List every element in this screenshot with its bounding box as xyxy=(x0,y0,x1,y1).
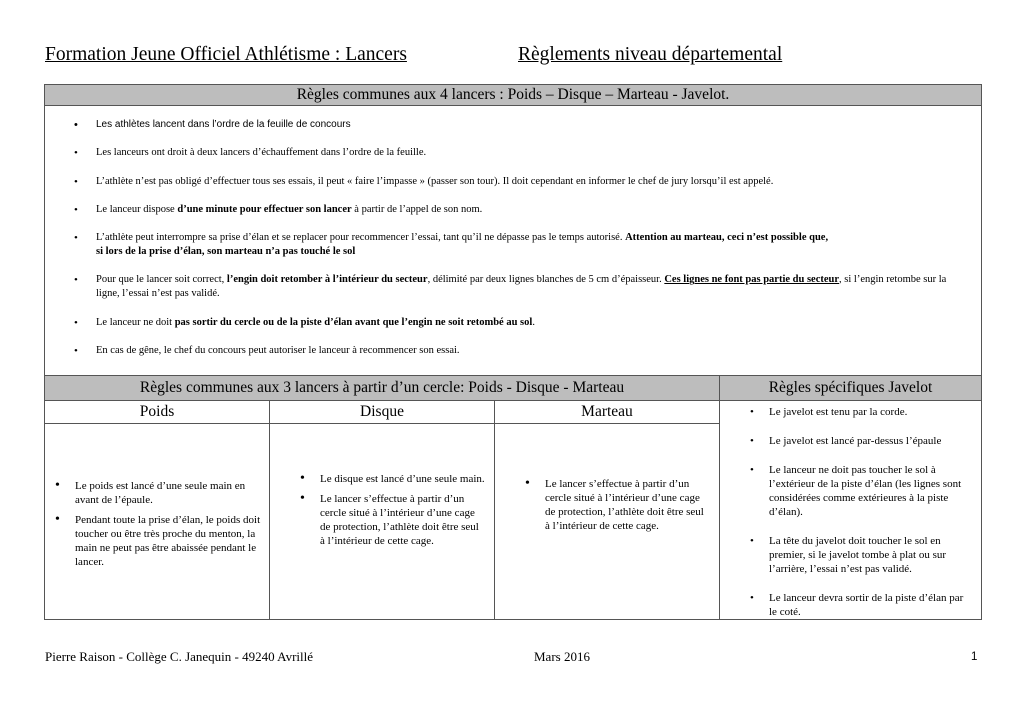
rule-text: Le lanceur dispose xyxy=(96,203,178,215)
list-item: • Pendant toute la prise d’élan, le poids doit toucher ou être très proche du menton, la main ne peut pas être abaissée pendant le lancer. xyxy=(45,513,269,569)
list-item xyxy=(45,344,981,358)
marteau-rules-cell xyxy=(495,423,720,620)
disque-rules-list xyxy=(270,424,494,548)
rules-table xyxy=(44,84,982,620)
rule-emphasis: d’une minute pour effectuer son lancer xyxy=(177,203,352,215)
list-item xyxy=(45,118,981,132)
list-item xyxy=(45,203,981,217)
disque-rules-cell xyxy=(270,423,495,620)
list-item: • Le javelot est tenu par la corde. xyxy=(720,405,981,419)
list-item xyxy=(45,231,981,259)
list-item xyxy=(45,175,981,189)
rule-emphasis-underlined: Ces lignes ne font pas partie du secteur xyxy=(664,274,840,286)
poids-rules-cell xyxy=(45,423,270,620)
rule-text: à partir de l’appel de son nom. xyxy=(351,203,483,215)
rule-text: En cas de gêne, le chef du concours peut autoriser le lanceur à recommencer son essai. xyxy=(96,345,460,357)
rule-emphasis: pas sortir du cercle ou de la piste d’élan avant que l’engin ne soit retombé au sol xyxy=(174,316,533,328)
footer-author: Pierre Raison - Collège C. Janequin - 49240 Avrillé xyxy=(45,649,314,664)
list-item xyxy=(45,316,981,330)
rule-text: Le lanceur ne doit xyxy=(96,316,175,328)
rule-text: , si l’engin retombe sur la ligne, l’essai n’est pas validé. xyxy=(96,274,947,300)
list-item: • Le javelot est lancé par-dessus l’épaule xyxy=(720,434,981,448)
footer-date: Mars 2016 xyxy=(534,649,590,664)
list-item: • Le lanceur devra sortir de la piste d’élan par le coté. xyxy=(720,591,981,619)
common-4-heading: Règles communes aux 4 lancers : Poids – Disque – Marteau - Javelot. xyxy=(45,85,982,106)
javelot-rules-list xyxy=(720,401,981,619)
list-item: • Le lancer s’effectue à partir d’un cercle situé à l’intérieur d’une cage de protection, l’athlète doit être seul à l’intérieur de cette cage. xyxy=(290,492,494,548)
list-item: • Le poids est lancé d’une seule main en avant de l’épaule. xyxy=(45,479,269,507)
document-subtitle: Règlements niveau départemental xyxy=(518,44,783,65)
list-item xyxy=(45,273,981,301)
rule-emphasis: l’engin doit retomber à l’intérieur du secteur xyxy=(226,274,428,286)
rule-text: Les athlètes lancent dans l’ordre de la feuille de concours xyxy=(96,119,351,130)
common-4-rules-cell xyxy=(45,106,982,376)
rule-emphasis: si lors de la prise d’élan, son marteau n’a pas touché le sol xyxy=(96,246,356,258)
rule-text: L’athlète n’est pas obligé d’effectuer tous ses essais, il peut « faire l’impasse » (passer son tour). Il doit cependant en informer le chef de jury lorsqu’il est appelé. xyxy=(96,175,774,187)
javelot-heading: Règles spécifiques Javelot xyxy=(720,376,982,401)
list-item: • Le lancer s’effectue à partir d’un cercle situé à l’intérieur d’une cage de protection, l’athlète doit être seul à l’intérieur de cette cage. xyxy=(515,477,719,533)
rule-text: . xyxy=(532,316,535,328)
document-title: Formation Jeune Officiel Athlétisme : Lancers xyxy=(45,44,407,65)
list-item: • Le disque est lancé d’une seule main. xyxy=(290,472,494,486)
common-4-rules-list xyxy=(45,106,981,375)
disque-heading: Disque xyxy=(270,401,495,423)
poids-heading: Poids xyxy=(45,401,270,423)
list-item: • La tête du javelot doit toucher le sol en premier, si le javelot tombe à plat ou sur l’arrière, l’essai n’est pas validé. xyxy=(720,534,981,576)
common-3-heading: Règles communes aux 3 lancers à partir d’un cercle: Poids - Disque - Marteau xyxy=(45,376,720,401)
rule-emphasis: Attention au marteau, ceci n’est possible que, xyxy=(625,232,829,244)
rule-text: Les lanceurs ont droit à deux lancers d’échauffement dans l’ordre de la feuille. xyxy=(96,147,427,159)
rule-text: Pour que le lancer soit correct, xyxy=(96,274,227,286)
javelot-rules-cell xyxy=(720,401,982,620)
page-number: 1 xyxy=(971,651,978,663)
rule-text: , délimité par deux lignes blanches de 5 cm d’épaisseur. xyxy=(427,274,665,286)
rule-text: L’athlète peut interrompre sa prise d’élan et se replacer pour recommencer l’essai, tant qu’il ne dépasse pas le temps autorisé. xyxy=(96,232,626,244)
list-item: • Le lanceur ne doit pas toucher le sol à l’extérieur de la piste d’élan (les lignes sont considérées comme extérieures à la piste d’élan). xyxy=(720,463,981,519)
poids-rules-list xyxy=(45,424,269,569)
marteau-heading: Marteau xyxy=(495,401,720,423)
list-item xyxy=(45,146,981,160)
marteau-rules-list xyxy=(495,424,719,533)
